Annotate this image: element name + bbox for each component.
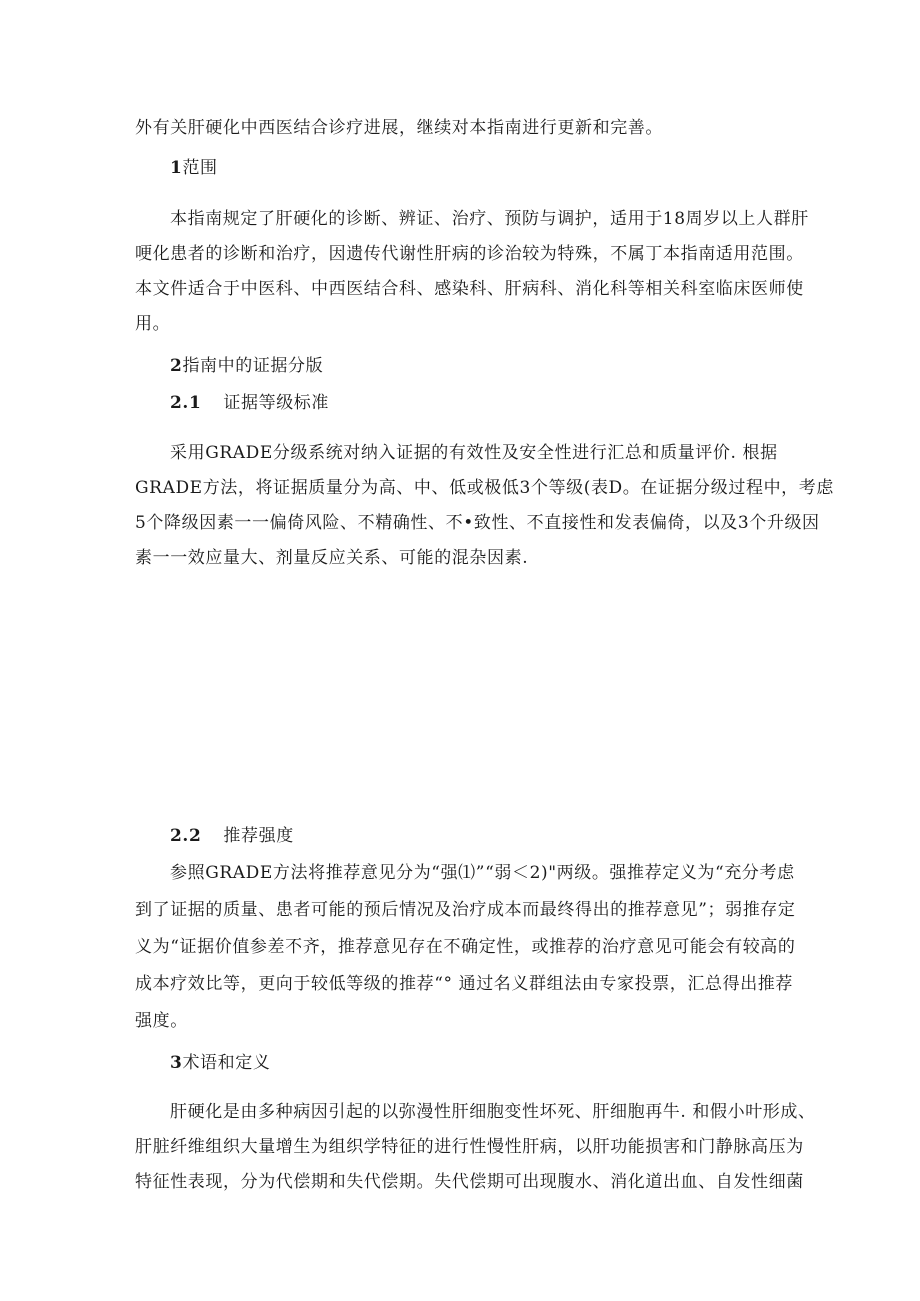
section-3-title: 术语和定义 bbox=[182, 1053, 271, 1073]
scope-line-2: 哽化患者的诊断和治疗，因遗传代谢性肝病的诊治较为特殊，不属丁本指南适用范围。 bbox=[135, 244, 804, 264]
section-1-heading bbox=[170, 157, 218, 179]
section-2-1-heading bbox=[170, 392, 329, 414]
section-2-title: 指南中的证据分版 bbox=[182, 356, 324, 376]
section-1-title: 范围 bbox=[182, 158, 218, 178]
section-2-1-title: 证据等级标准 bbox=[223, 393, 329, 413]
sec-2-2-line-4: 成本疗效比等，更向于较低等级的推荐“° 通过名义群组法由专家投票，汇总得出推荐 bbox=[135, 974, 793, 994]
sec-2-1-line-3: 5个降级因素一一偏倚风险、不精确性、不•致性、不直接性和发表偏倚，以及3个升级因 bbox=[135, 513, 820, 533]
section-3-heading bbox=[170, 1052, 270, 1074]
section-1-number: 1 bbox=[170, 158, 183, 178]
scope-line-4: 用。 bbox=[135, 314, 171, 334]
section-2-heading bbox=[170, 355, 323, 377]
section-3-number: 3 bbox=[170, 1053, 183, 1073]
section-2-2-number: 2.2 bbox=[170, 826, 202, 846]
sec-2-2-line-2: 到了证据的质量、患者可能的预后情况及治疗成本而最终得出的推荐意见”；弱推存定 bbox=[135, 900, 796, 920]
sec-2-1-line-2: GRADE方法，将证据质量分为高、中、低或极低3个等级(表D。在证据分级过程中，考虑 bbox=[135, 478, 834, 498]
sec-2-1-line-1: 采用GRADE分级系统对纳入证据的有效性及安全性进行汇总和质量评价. 根据 bbox=[170, 443, 778, 463]
section-2-2-heading bbox=[170, 825, 294, 847]
sec-2-2-line-5: 强度。 bbox=[135, 1011, 188, 1031]
section-2-2-title: 推荐强度 bbox=[223, 826, 294, 846]
terms-line-1: 肝硬化是由多种病因引起的以弥漫性肝细胞变性坏死、肝细胞再牛. 和假小叶形成、 bbox=[170, 1102, 816, 1122]
sec-2-2-line-1: 参照GRADE方法将推荐意见分为“强⑴”“弱＜2)"两级。强推荐定义为“充分考虑 bbox=[170, 863, 795, 883]
terms-line-2: 肝脏纤维组织大量增生为组织学特征的进行性慢性肝病，以肝功能损害和门静脉高压为 bbox=[135, 1137, 804, 1157]
sec-2-1-line-4: 素一一效应量大、剂量反应关系、可能的混杂因素. bbox=[135, 548, 529, 568]
scope-line-3: 本文件适合于中医科、中西医结合科、感染科、肝病科、消化科等相关科室临床医师使 bbox=[135, 279, 804, 299]
sec-2-2-line-3: 义为“证据价值参差不齐，推荐意见存在不确定性，或推荐的治疗意见可能会有较高的 bbox=[135, 937, 796, 957]
terms-line-3: 特征性表现，分为代偿期和失代偿期。失代偿期可出现腹水、消化道出血、自发性细菌 bbox=[135, 1172, 804, 1192]
section-2-number: 2 bbox=[170, 356, 183, 376]
section-2-1-number: 2.1 bbox=[170, 393, 202, 413]
scope-line-1: 本指南规定了肝硬化的诊断、辨证、治疗、预防与调护，适用于18周岁以上人群肝 bbox=[170, 209, 809, 229]
intro-continuation: 外有关肝硬化中西医结合诊疗进展，继续对本指南进行更新和完善。 bbox=[135, 118, 663, 138]
